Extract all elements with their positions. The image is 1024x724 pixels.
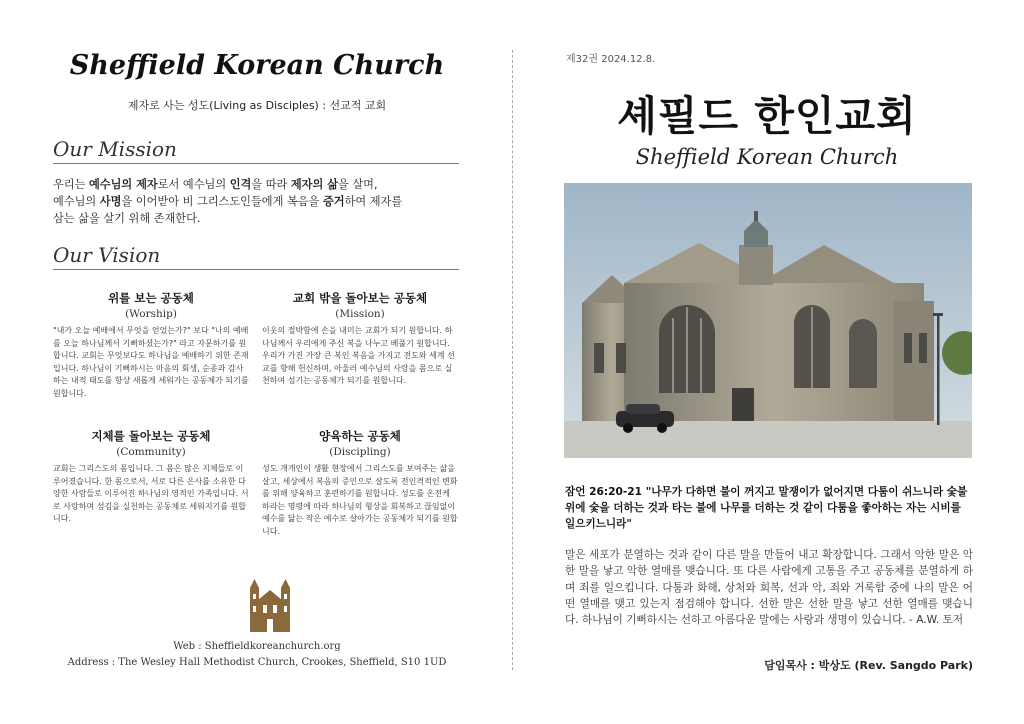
vision-body: 이웃의 절박함에 손을 내미는 교회가 되기 원합니다. 하나님께서 우리에게 주신 복을 나누고 베풀기 원합니다. 우리가 가진 가장 큰 복인 복음을 가지고 전도와 세계 선교를 향해 헌신하며, 아울러 예수님의 사랑을 몸으로 실천하여 섬기는 공동체가 되기를 원합니다.: [262, 326, 455, 386]
mission-text-segment: 하여 제자를: [344, 195, 403, 208]
vision-heading: 교회 밖을 돌아보는 공동체: [292, 291, 428, 305]
mission-keyword: 인격: [229, 178, 252, 191]
mission-statement: [53, 176, 463, 227]
vision-mission: [262, 290, 458, 388]
vision-community: [53, 428, 249, 526]
motto: 제자로 사는 성도(Living as Disciples) : 선교적 교회: [127, 99, 387, 112]
vision-subtitle: (Discipling): [329, 446, 391, 458]
vision-heading: 지체를 돌아보는 공동체: [91, 429, 211, 443]
mission-text-segment: 삼는 삶을 살기 위해 존재한다.: [53, 212, 201, 225]
brand-title: Sheffield Korean Church: [69, 50, 445, 81]
vision-subtitle: (Mission): [335, 308, 385, 320]
vision-subtitle: (Worship): [125, 308, 177, 320]
vision-heading: 위를 보는 공동체: [108, 291, 194, 305]
vision-body: 교회는 그리스도의 몸입니다. 그 몸은 많은 지체들로 이루어졌습니다. 한 몸으로서, 서로 다른 은사를 소유한 다양한 사람들로 이루어진 하나님의 영적인 가족입니다. 서로 사랑하며 섬김을 실천하는 공동체로 세워지기를 원합니다.: [53, 464, 249, 524]
church-photo: [564, 183, 972, 458]
meditation-text: 말은 세포가 분열하는 것과 같이 다른 말을 만들어 내고 확장합니다. 그래서 악한 말은 악한 말을 낳고 악한 열매를 맺습니다. 또 다른 사람에게 고통을 주고 공동체를 분열하게 하며 죄를 일으킵니다. 다툼과 화해, 상처와 회복, 선과 악, 죄와 거룩함 중에 나의 말은 어떤 열매를 맺고 있는지 점검해야 합니다. 선한 말은 선한 말을 낳고 선한 열매를 맺습니다. 하나님이 기뻐하시는 선하고 아름다운 말에는 사랑과 생명이 있습니다. - A.W. 토저: [565, 549, 973, 627]
vision-worship: [53, 290, 249, 401]
mission-keyword: 증거: [322, 195, 345, 208]
mission-text-segment: 을 따라: [251, 178, 291, 191]
title-korean: 셰필드 한인교회: [617, 92, 917, 140]
mission-text-segment: 로서 예수님의: [157, 178, 230, 191]
vision-subtitle: (Community): [116, 446, 186, 458]
vision-body: 성도 개개인이 생활 현장에서 그리스도를 보여주는 삶을 살고, 세상에서 복음의 증인으로 살도록 전인격적인 변화를 위해 양육하고 훈련하기를 원합니다. 성도를 온전케 하라는 명령에 따라 하나님의 형상을 회복하고 끊임없이 예수를 닮는 작은 예수로 살아가는 공동체가 되기를 원합니다.: [262, 464, 458, 536]
pastor-credit: 담임목사 : 박상도 (Rev. Sangdo Park): [764, 659, 973, 672]
church-icon: [248, 578, 292, 632]
mission-title: Our Mission: [53, 137, 459, 164]
bible-verse: 잠언 26:20-21 "나무가 다하면 불이 꺼지고 말쟁이가 없어지면 다툼이 쉬느니라 숯불 위에 숯을 더하는 것과 타는 불에 나무를 더하는 것 같이 다툼을 좋아하는 자는 시비를 일으키느니라": [565, 486, 968, 530]
mission-text-segment: 을 살며,: [338, 178, 378, 191]
vision-discipling: [262, 428, 458, 539]
title-english: Sheffield Korean Church: [635, 145, 899, 169]
mission-text-segment: 을 이어받아 비 그리스도인들에게 복음을: [121, 195, 323, 208]
mission-keyword: 예수님의 제자: [88, 178, 158, 191]
mission-keyword: 사명: [99, 195, 122, 208]
vision-heading: 양육하는 공동체: [319, 429, 401, 443]
mission-keyword: 제자의 삶: [290, 178, 338, 191]
vision-body: "내가 오늘 예배에서 무엇을 얻었는가?" 보다 "나의 예배를 오늘 하나님께서 기뻐하셨는가?" 라고 자문하기를 원합니다. 교회는 무엇보다도 하나님을 예배하기 위한 존재입니다. 하나님이 기뻐하시는 마음의 회생, 순종과 감사하는 내적 태도를 항상 새롭게 세워가는 공동체가 되기를 원합니다.: [53, 326, 249, 398]
issue-info: 제32권 2024.12.8.: [566, 54, 656, 65]
address: Address : The Wesley Hall Methodist Church, Crookes, Sheffield, S10 1UD: [67, 657, 447, 668]
vision-title: Our Vision: [53, 243, 459, 270]
mission-text-segment: 우리는: [53, 178, 89, 191]
website: Web : Sheffieldkoreanchurch.org: [173, 641, 341, 652]
mission-text-segment: 예수님의: [53, 195, 100, 208]
